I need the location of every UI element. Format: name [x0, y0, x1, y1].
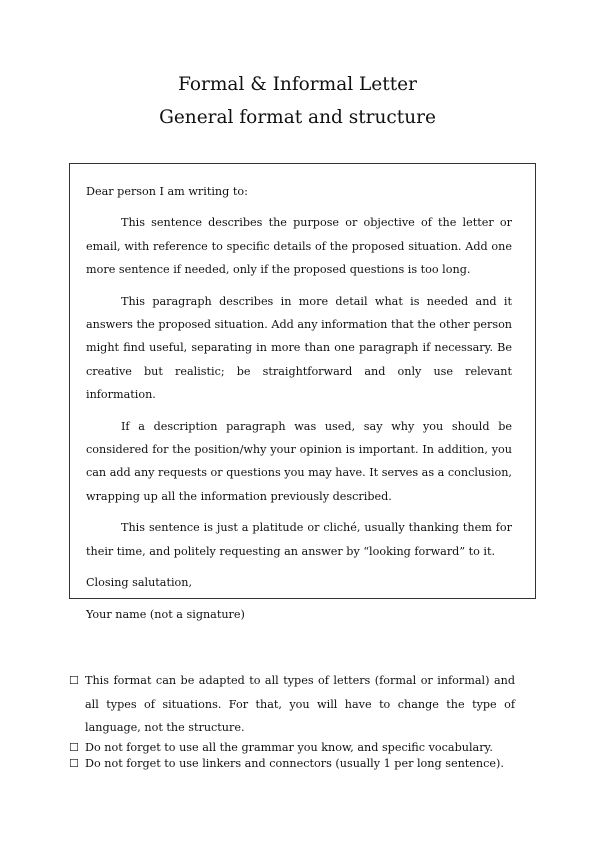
letter-paragraph-details: This paragraph describes in more detail what is needed and it answers the proposed situation. Add any information that the other person might find useful, separating in more than one paragraph if necessary. Be creative but realistic; be straightforward and only use relevant information. — [86, 294, 513, 402]
letter-paragraph-purpose: This sentence describes the purpose or objective of the letter or email, with reference to specific details of the proposed situation. Add one more sentence if needed, only if the proposed questions is too long. — [86, 216, 512, 277]
checkbox-icon: ☐ — [69, 740, 79, 754]
letter-signature: Your name (not a signature) — [86, 607, 245, 621]
list-item — [69, 669, 515, 740]
checkbox-icon: ☐ — [69, 674, 79, 687]
note-text: Do not forget to use all the grammar you know, and specific vocabulary. — [85, 740, 493, 754]
page-subtitle: General format and structure — [159, 107, 436, 128]
list-item — [69, 740, 515, 756]
letter-body — [86, 180, 512, 626]
list-item — [69, 756, 515, 772]
notes-list — [69, 669, 515, 772]
note-text: This format can be adapted to all types of letters (formal or informal) and all types of situations. For that, you will have to change the type of language, not the structure. — [85, 674, 515, 734]
letter-paragraph-platitude: This sentence is just a platitude or cliché, usually thanking them for their time, and politely requesting an answer by “looking forward” to it. — [86, 521, 512, 558]
note-text: Do not forget to use linkers and connectors (usually 1 per long sentence). — [85, 756, 504, 770]
checkbox-icon: ☐ — [69, 756, 79, 770]
letter-greeting: Dear person I am writing to: — [86, 185, 248, 198]
page-title: Formal & Informal Letter — [178, 74, 417, 95]
letter-paragraph-conclusion: If a description paragraph was used, say why you should be considered for the position/why your opinion is important. In addition, you can add any requests or questions you may have. It serves as a conclusion, wrapping up all the information previously described. — [86, 419, 512, 503]
letter-closing: Closing salutation, — [86, 576, 193, 590]
letter-template-box — [69, 163, 536, 621]
